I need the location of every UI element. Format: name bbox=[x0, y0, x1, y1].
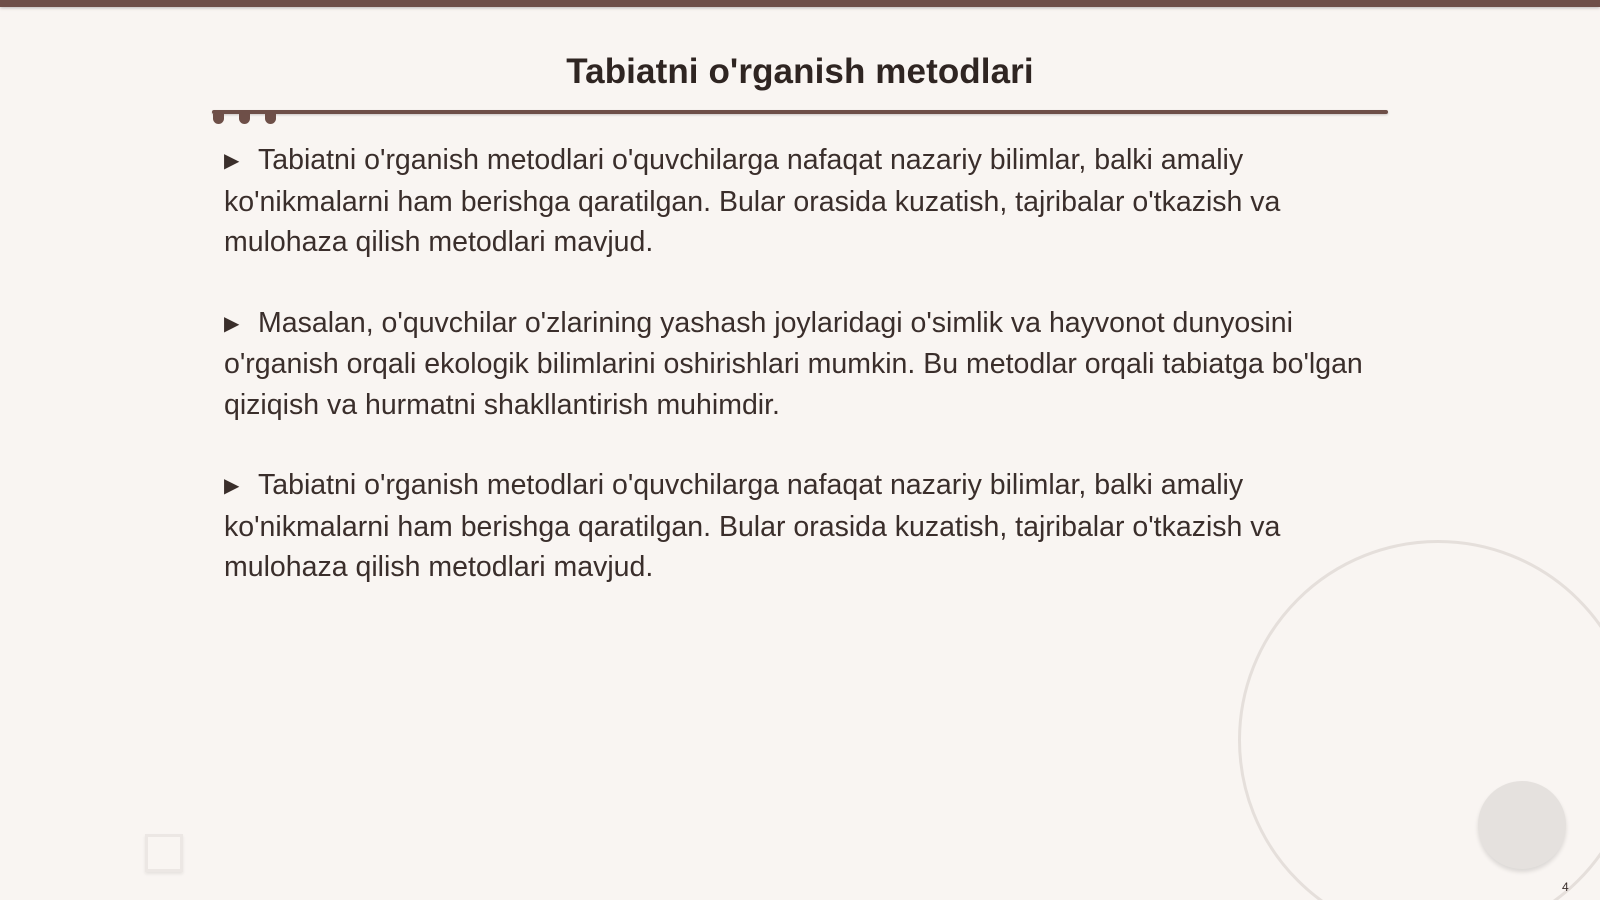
bullet-item bbox=[224, 140, 1374, 263]
title-underline bbox=[212, 110, 1388, 114]
decorative-circle-filled bbox=[1478, 781, 1566, 869]
top-accent-bar bbox=[0, 0, 1600, 7]
bullet-text: Masalan, o'quvchilar o'zlarining yashash joylaridagi o'simlik va hayvonot dunyosini o'rganish orqali ekologik bilimlarini oshirishlari mumkin. Bu metodlar orqali tabiatga bo'lgan qiziqish va hurmatni shakllantirish muhimdir. bbox=[224, 306, 1363, 421]
decorative-dot bbox=[265, 114, 276, 124]
page-number: 4 bbox=[1562, 880, 1569, 894]
bullet-item bbox=[224, 303, 1374, 426]
bullet-text: Tabiatni o'rganish metodlari o'quvchilarga nafaqat nazariy bilimlar, balki amaliy ko'nikmalarni ham berishga qaratilgan. Bular orasida kuzatish, tajribalar o'tkazish va mulohaza qilish metodlari mavjud. bbox=[224, 469, 1281, 583]
decorative-dot bbox=[213, 114, 224, 124]
slide-title: Tabiatni o'rganish metodlari bbox=[566, 52, 1034, 91]
triangle-bullet-icon: ▶ bbox=[224, 312, 240, 335]
decorative-square bbox=[145, 834, 183, 872]
bullet-item bbox=[224, 465, 1374, 588]
bullet-list bbox=[224, 140, 1374, 628]
triangle-bullet-icon: ▶ bbox=[224, 475, 240, 497]
bullet-text: Tabiatni o'rganish metodlari o'quvchilarga nafaqat nazariy bilimlar, balki amaliy ko'nikmalarni ham berishga qaratilgan. Bular orasida kuzatish, tajribalar o'tkazish va mulohaza qilish metodlari mavjud. bbox=[224, 144, 1281, 258]
triangle-bullet-icon: ▶ bbox=[224, 150, 240, 172]
decorative-dot bbox=[239, 114, 250, 124]
